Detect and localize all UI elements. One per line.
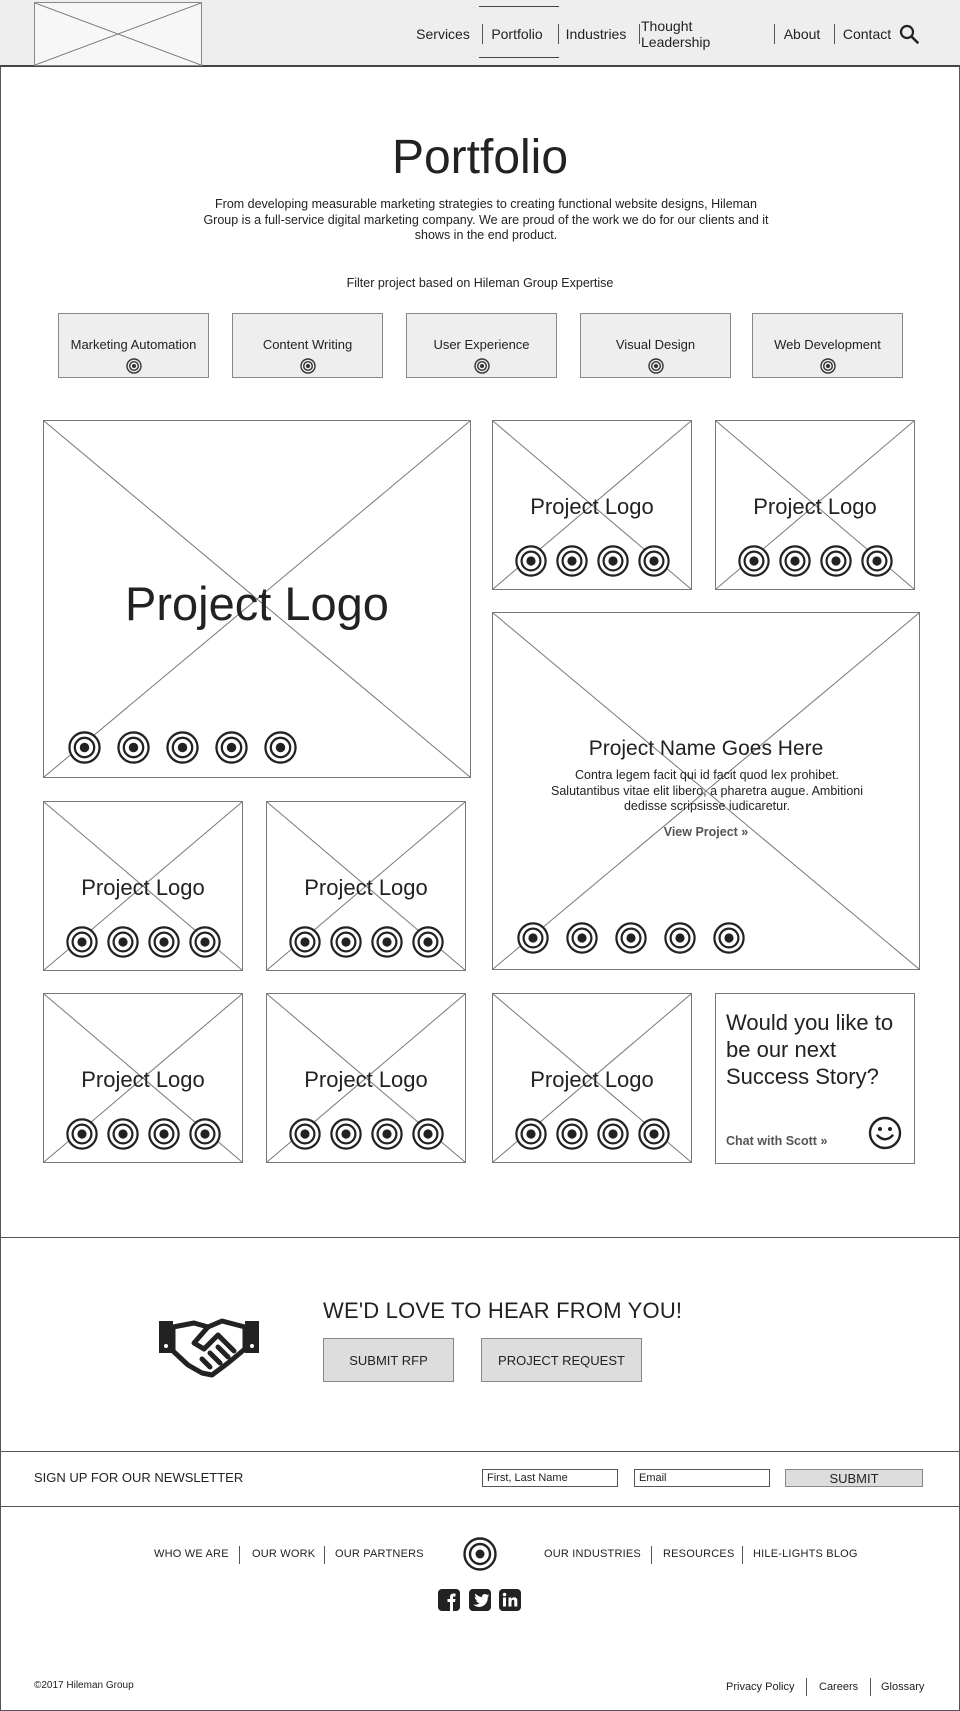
project-logo-text: Project Logo <box>81 875 205 900</box>
footer-divider <box>806 1678 807 1696</box>
project-tile[interactable] <box>492 993 692 1163</box>
project-logo-text: Project Logo <box>81 1067 205 1092</box>
project-logo-text: Project Logo <box>125 577 389 630</box>
project-tile[interactable] <box>43 801 243 971</box>
service-target-icon <box>330 926 362 958</box>
success-story-cta[interactable] <box>715 993 915 1164</box>
nav-contact[interactable]: Contact <box>842 25 892 42</box>
filter-label-text: Marketing Automation <box>70 337 197 352</box>
project-tile[interactable] <box>492 420 692 590</box>
facebook-icon[interactable] <box>438 1589 460 1611</box>
placeholder-x-icon <box>35 3 201 65</box>
service-target-icon <box>412 926 444 958</box>
service-target-icon <box>66 1118 98 1150</box>
nav-portfolio[interactable]: Portfolio <box>491 25 543 42</box>
service-target-icon <box>371 1118 403 1150</box>
project-logo-text: Project Logo <box>530 1067 654 1092</box>
footer-link-hile-lights-blog[interactable]: HILE-LIGHTS BLOG <box>753 1548 858 1560</box>
twitter-icon[interactable] <box>469 1589 491 1611</box>
filter-marketing-automation[interactable] <box>58 313 209 378</box>
nav-about[interactable]: About <box>783 25 821 42</box>
footer-divider <box>742 1546 743 1564</box>
radio-target-icon[interactable] <box>648 358 664 374</box>
search-icon[interactable] <box>899 24 919 44</box>
service-icons <box>289 1118 444 1150</box>
service-icons <box>517 922 745 954</box>
radio-target-icon[interactable] <box>300 358 316 374</box>
service-target-icon <box>566 922 598 954</box>
filter-label-text: User Experience <box>433 337 530 352</box>
careers-link[interactable]: Careers <box>819 1681 859 1693</box>
service-target-icon <box>517 922 549 954</box>
project-description: Contra legem facit qui id facit quod lex prohibet. Salutantibus vitae elit libero, a pharetra augue. Ambitioni dedisse scripsisse iudicaretur. <box>551 768 863 813</box>
service-target-icon <box>107 1118 139 1150</box>
project-logo-text: Project Logo <box>304 875 428 900</box>
nav-divider <box>482 24 483 44</box>
linkedin-icon[interactable] <box>499 1589 521 1611</box>
filter-user-experience[interactable] <box>406 313 557 378</box>
nav-divider <box>834 24 835 44</box>
service-target-icon <box>515 1118 547 1150</box>
contact-heading: WE'D LOVE TO HEAR FROM YOU! <box>323 1298 683 1323</box>
service-target-icon <box>638 1118 670 1150</box>
featured-project-tile[interactable] <box>492 612 920 970</box>
footer-link-our-industries[interactable]: OUR INDUSTRIES <box>544 1548 641 1560</box>
filter-web-development[interactable] <box>752 313 903 378</box>
footer-divider <box>239 1546 240 1564</box>
project-logo-text: Project Logo <box>530 494 654 519</box>
service-target-icon <box>779 545 811 577</box>
service-target-icon <box>148 926 180 958</box>
service-target-icon <box>820 545 852 577</box>
service-target-icon <box>189 1118 221 1150</box>
service-target-icon <box>289 926 321 958</box>
footer-link-our-partners[interactable]: OUR PARTNERS <box>335 1548 424 1560</box>
privacy-policy-link[interactable]: Privacy Policy <box>726 1681 795 1693</box>
nav-thought-leadership[interactable]: Thought Leadership <box>641 17 711 50</box>
radio-target-icon[interactable] <box>126 358 142 374</box>
filter-visual-design[interactable] <box>580 313 731 378</box>
glossary-link[interactable]: Glossary <box>881 1681 925 1693</box>
filter-label-text: Visual Design <box>615 337 696 352</box>
handshake-icon <box>158 1313 260 1379</box>
view-project-link[interactable]: View Project » <box>663 825 749 839</box>
service-target-icon <box>556 1118 588 1150</box>
service-icons <box>515 1118 670 1150</box>
nav-active-indicator-bottom <box>479 57 559 58</box>
service-target-icon <box>148 1118 180 1150</box>
service-target-icon <box>664 922 696 954</box>
project-tile[interactable] <box>715 420 915 590</box>
section-divider <box>0 1506 960 1507</box>
service-target-icon <box>66 926 98 958</box>
footer-link-our-work[interactable]: OUR WORK <box>252 1548 316 1560</box>
section-divider <box>0 1451 960 1452</box>
service-icons <box>738 545 893 577</box>
service-target-icon <box>289 1118 321 1150</box>
project-tile[interactable] <box>266 801 466 971</box>
nav-industries[interactable]: Industries <box>565 25 627 42</box>
project-logo-text: Project Logo <box>753 494 877 519</box>
filter-label: Filter project based on Hileman Group Expertise <box>346 276 614 290</box>
nav-divider <box>774 24 775 44</box>
nav-services[interactable]: Services <box>416 25 470 42</box>
service-target-icon <box>371 926 403 958</box>
footer-link-resources[interactable]: RESOURCES <box>663 1548 735 1560</box>
footer-divider <box>651 1546 652 1564</box>
project-name: Project Name Goes Here <box>588 737 824 760</box>
service-target-icon <box>615 922 647 954</box>
service-target-icon <box>215 731 248 764</box>
newsletter-label: SIGN UP FOR OUR NEWSLETTER <box>34 1470 244 1485</box>
filter-label-text: Content Writing <box>262 337 353 352</box>
chat-with-scott-link[interactable]: Chat with Scott » <box>726 1134 828 1148</box>
service-target-icon <box>713 922 745 954</box>
service-icons <box>515 545 670 577</box>
newsletter-submit-button[interactable]: SUBMIT <box>785 1469 923 1487</box>
radio-target-icon[interactable] <box>474 358 490 374</box>
service-target-icon <box>738 545 770 577</box>
nav-divider <box>639 24 640 44</box>
project-tile[interactable] <box>266 993 466 1163</box>
service-target-icon <box>556 545 588 577</box>
service-icons <box>68 731 297 764</box>
footer-link-who-we-are[interactable]: WHO WE ARE <box>154 1548 229 1560</box>
service-target-icon <box>68 731 101 764</box>
radio-target-icon[interactable] <box>820 358 836 374</box>
intro-text: From developing measurable marketing strategies to creating functional website designs, Hileman Group is a full-service digital marketing company. We are proud of the work we do for our clients and it shows in the end product. <box>203 197 769 242</box>
cta-text: Would you like to be our next Success Story? <box>726 1010 894 1089</box>
footer-divider <box>324 1546 325 1564</box>
smiley-icon <box>868 1116 902 1150</box>
service-target-icon <box>264 731 297 764</box>
filter-content-writing[interactable] <box>232 313 383 378</box>
service-target-icon <box>861 545 893 577</box>
service-target-icon <box>189 926 221 958</box>
service-icons <box>289 926 444 958</box>
service-target-icon <box>412 1118 444 1150</box>
service-target-icon <box>597 1118 629 1150</box>
footer-logo-target-icon[interactable] <box>463 1537 497 1571</box>
service-target-icon <box>638 545 670 577</box>
copyright-text: ©2017 Hileman Group <box>34 1680 134 1691</box>
service-target-icon <box>166 731 199 764</box>
name-field[interactable] <box>482 1469 618 1487</box>
service-target-icon <box>330 1118 362 1150</box>
project-logo-text: Project Logo <box>304 1067 428 1092</box>
footer-divider <box>870 1678 871 1696</box>
service-target-icon <box>515 545 547 577</box>
service-target-icon <box>117 731 150 764</box>
service-target-icon <box>597 545 629 577</box>
site-logo-placeholder[interactable] <box>34 2 202 66</box>
project-tile[interactable] <box>43 420 471 778</box>
section-divider <box>0 1237 960 1238</box>
service-target-icon <box>107 926 139 958</box>
filter-label-text: Web Development <box>774 337 881 352</box>
project-request-button[interactable]: PROJECT REQUEST <box>481 1338 642 1382</box>
email-field[interactable] <box>634 1469 770 1487</box>
service-icons <box>66 926 221 958</box>
submit-rfp-button[interactable]: SUBMIT RFP <box>323 1338 454 1382</box>
page-title: Portfolio <box>391 131 569 184</box>
service-icons <box>66 1118 221 1150</box>
project-tile[interactable] <box>43 993 243 1163</box>
site-header <box>0 0 960 67</box>
nav-divider <box>558 24 559 44</box>
